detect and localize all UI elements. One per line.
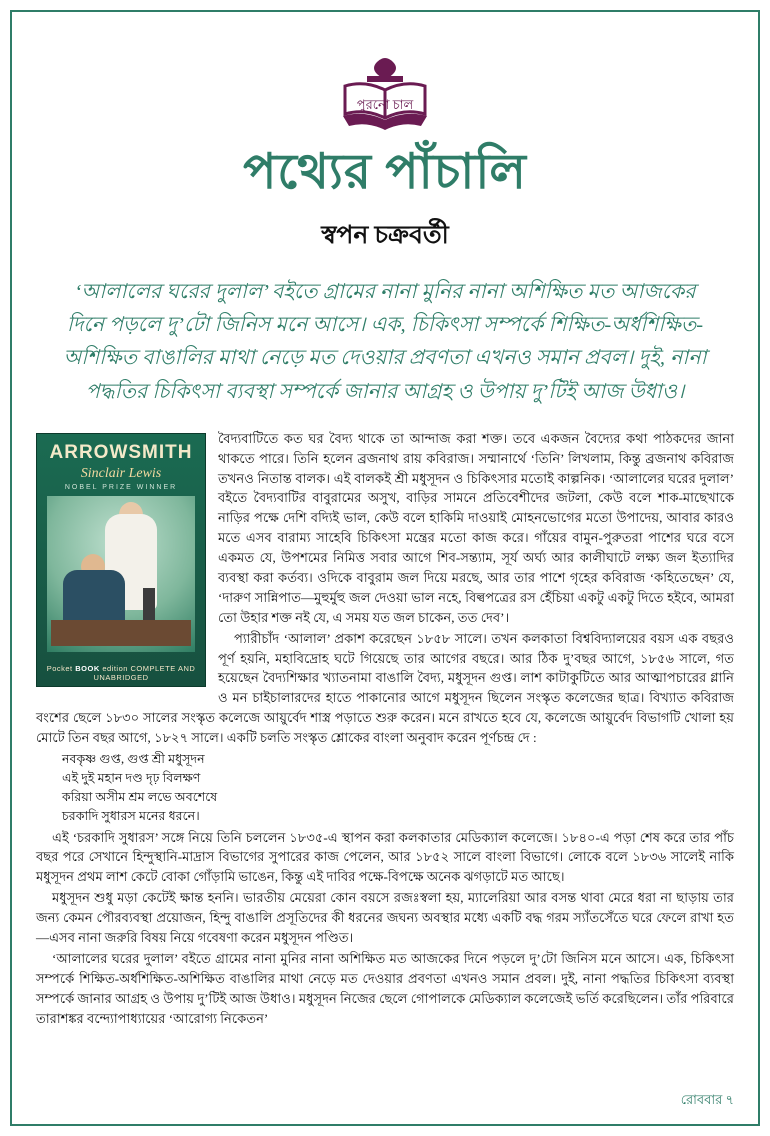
book-cover-title: ARROWSMITH xyxy=(49,441,193,463)
book-cover-image xyxy=(36,433,206,687)
page-content xyxy=(36,34,734,1110)
verse-line: এই দুই মহান দণ্ড দৃঢ় বিলক্ষণ xyxy=(62,770,201,785)
verse-line: নবকৃষ্ণ গুপ্ত, গুপ্ত শ্রী মধুসূদন xyxy=(62,751,205,766)
book-cover-artwork xyxy=(47,496,195,652)
paragraph: এই ‘চরকাদি সুধারস’ সঙ্গে নিয়ে তিনি চললেন ১৮৩৫-এ স্থাপন করা কলকাতার মেডিক্যাল কলেজে। ১৮৪০-এ পড়া শেষ করে তার পাঁচ বছর পরে সেখানে হিন্দুস্থানি-মাদ্রাস বিভাগের সুপারের কাজ পেলেন, আর ১৮৫২ সালে বাংলা বিভাগে। লোকে বলে ১৮৩৬ সালেই নাকি মধুসূদন প্রথম লাশ কেটে বোকা গোঁড়ামি ভাঙেন, কিন্তু এই দাবির পক্ষে-বিপক্ষে অনেক ঝগড়াটে মত আছে। xyxy=(36,829,734,885)
paragraph: মধুসূদন শুধু মড়া কেটেই ক্ষান্ত হননি। ভারতীয় মেয়েরা কোন বয়সে রজঃস্বলা হয়, ম্যালেরিয়া আর বসন্ত থাবা মেরে ধরা না ছাড়ায় তার জন্য কেমন পৌরব্যবস্থা প্রয়োজন, হিন্দু বাঙালি প্রসূতিদের কী ধরনের জঘন্য অবস্থার মধ্যে একটি বদ্ধ গরম স্যাঁতসেঁতে ঘরে ফেলে রাখা হত—এসব নানা জরুরি বিষয় নিয়ে গবেষণা করেন মধুসূদন পণ্ডিত। xyxy=(36,890,734,945)
book-cover-subtitle: NOBEL PRIZE WINNER xyxy=(64,483,178,491)
lab-table xyxy=(51,620,191,646)
figure-book-cover xyxy=(36,433,204,687)
book-cover-footer-mid: BOOK xyxy=(75,663,100,673)
masthead-logo xyxy=(36,54,734,132)
paragraph: বৈদ্যবাটিতে কত ঘর বৈদ্য থাকে তা আন্দাজ করা শক্ত। তবে একজন বৈদ্যের কথা পাঠকদের জানা থাকতে পারে। তিনি হলেন ব্রজনাথ রায় কবিরাজ। সম্মানার্থে ‘তিনি’ লিখলাম, কিন্তু ব্রজনাথ কবিরাজ তখনও নিতান্ত বালক। এই বালকই শ্রী মধুসূদন ও চিকিৎসার মতোই কাল্পনিক। ‘আলালের ঘরের দুলাল’ বইতে বৈদ্যবাটির বাবুরামের অসুখ, বাড়ির সামনে প্রতিবেশীদের জটলা, কেউ বলে শাক-মাছেখাকে নাড়ির পক্ষে দেশি বদ্যিই ভাল, কেউ বলে হাকিমি দাওয়াই মোহনভোগের মতো উপাদেয়, আবার কারও মতে এসব বারাম্য সাহেবি চিকিৎসা মন্ত্রের মতো কাজ করে। গাঁয়ের বামুন-পুরুতরা পাশের ঘরে বসে একমত যে, উপশমের নিমিত্ত সবার আগে শিব-সন্ত্যাম, সূর্য অর্ঘ্য আর কালীঘাটে লক্ষ্য জল ইত্যাদির ব্যবস্থা করা কর্তব্য। ওদিকে বাবুরাম জল দিয়ে মরছে, আর তার পাশে গৃহের কবিরাজ ‘কহিতেছেন’ যে, ‘দারুণ সান্নিপাত—মুহুর্মুহু জল দেওয়া ভাল নহে, বিল্বপত্রের রস হেঁচিয়া একটু একটু দিতে হইবে, আমরা তো উহার শক্ত নই যে, এ সময় যত জল চাকেন, তত দেব’। xyxy=(218,430,734,625)
verse-block xyxy=(62,750,734,826)
page-title: পথ্যের পাঁচালি xyxy=(243,144,527,199)
paragraph: ‘আলালের ঘরের দুলাল’ বইতে গ্রামের নানা মুনির নানা অশিক্ষিত মত আজকের দিনে পড়লে দু’টো জিনিস মনে আসে। এক, চিকিৎসা সম্পর্কে শিক্ষিত-অর্ধশিক্ষিত-অশিক্ষিত বাঙালির মাথা নেড়ে মত দেওয়ার প্রবণতা এখনও সমান প্রবল। দুই, নানা পদ্ধতির চিকিৎসা ব্যবস্থা সম্পর্কে জানার আগ্রহ ও উপায় দু’টিই আজ উধাও। মধুসূদন নিজের ছেলে গোপালকে মেডিক্যাল কলেজেই ভর্তি করেছিলেন। তাঁর পরিবারে তারাশঙ্কর বন্দ্যোপাধ্যায়ের ‘আরোগ্য নিকেতন’ xyxy=(36,950,734,1026)
logo-label: পুরনো চাল xyxy=(356,97,414,112)
microscope-icon xyxy=(143,588,155,622)
page-folio: রোববার ৭ xyxy=(680,1092,734,1107)
book-cover-author: Sinclair Lewis xyxy=(80,465,162,481)
verse-line: করিয়া অসীম শ্রম লভে অবশেষে xyxy=(62,789,218,804)
book-cover-footer xyxy=(37,664,205,682)
open-book-icon xyxy=(337,54,433,132)
book-cover-footer-left: Pocket xyxy=(46,663,73,673)
paragraph: প্যারীচাঁদ ‘আলাল’ প্রকাশ করেছেন ১৮৫৮ সালে। তখন কলকাতা বিশ্ববিদ্যালয়ের বয়স এক বছরও পূর্ণ হয়নি, মহাবিদ্রোহ ঘটে গিয়েছে তার আগের বছরে। আর ঠিক দু’বছর আগে, ১৮৫৬ সালে, গত হয়েছেন বৈদ্যশিক্ষার খ্যাতনামা বাঙালি বৈদ্য, মধুসূদন গুপ্ত। লাশ কাটাকুটিতে আর আত্মাপচারের গ্লানি ও মন চাইচালারদের হাতে পাকানোর আগে মধুসূদন ছিলেন সংস্কৃত কলেজের ছাত্র। বিখ্যাত কবিরাজ বংশের ছেলে ১৮৩০ সালের সংস্কৃত কলেজে আয়ুর্বেদ শাস্ত্র পড়াতে শুরু করেন। মনে রাখতে হবে যে, কলেজে আয়ুর্বেদ বিভাগটি খোলা হয় মোটে তিন বছর আগে, ১৮২৭ সালে। একটি চলতি সংস্কৃত শ্লোকের বাংলা অনুবাদ করেন পূর্ণচন্দ্র দে : xyxy=(36,630,734,746)
author-byline: স্বপন চক্রবর্তী xyxy=(321,221,449,249)
verse-line: চরকাদি সুধারস মনের ধরনে। xyxy=(62,808,200,823)
book-cover-footer-right: edition COMPLETE AND UNABRIDGED xyxy=(93,663,196,682)
article-body xyxy=(36,429,734,1030)
standfirst: ‘আলালের ঘরের দুলাল’ বইতে গ্রামের নানা মুনির নানা অশিক্ষিত মত আজকের দিনে পড়লে দু’টো জিনিস মনে আসে। এক, চিকিৎসা সম্পর্কে শিক্ষিত-অর্ধশিক্ষিত-অশিক্ষিত বাঙালির মাথা নেড়ে মত দেওয়ার প্রবণতা এখনও সমান প্রবল। দুই, নানা পদ্ধতির চিকিৎসা ব্যবস্থা সম্পর্কে জানার আগ্রহ ও উপায় দু’টিই আজ উধাও। xyxy=(63,280,707,403)
